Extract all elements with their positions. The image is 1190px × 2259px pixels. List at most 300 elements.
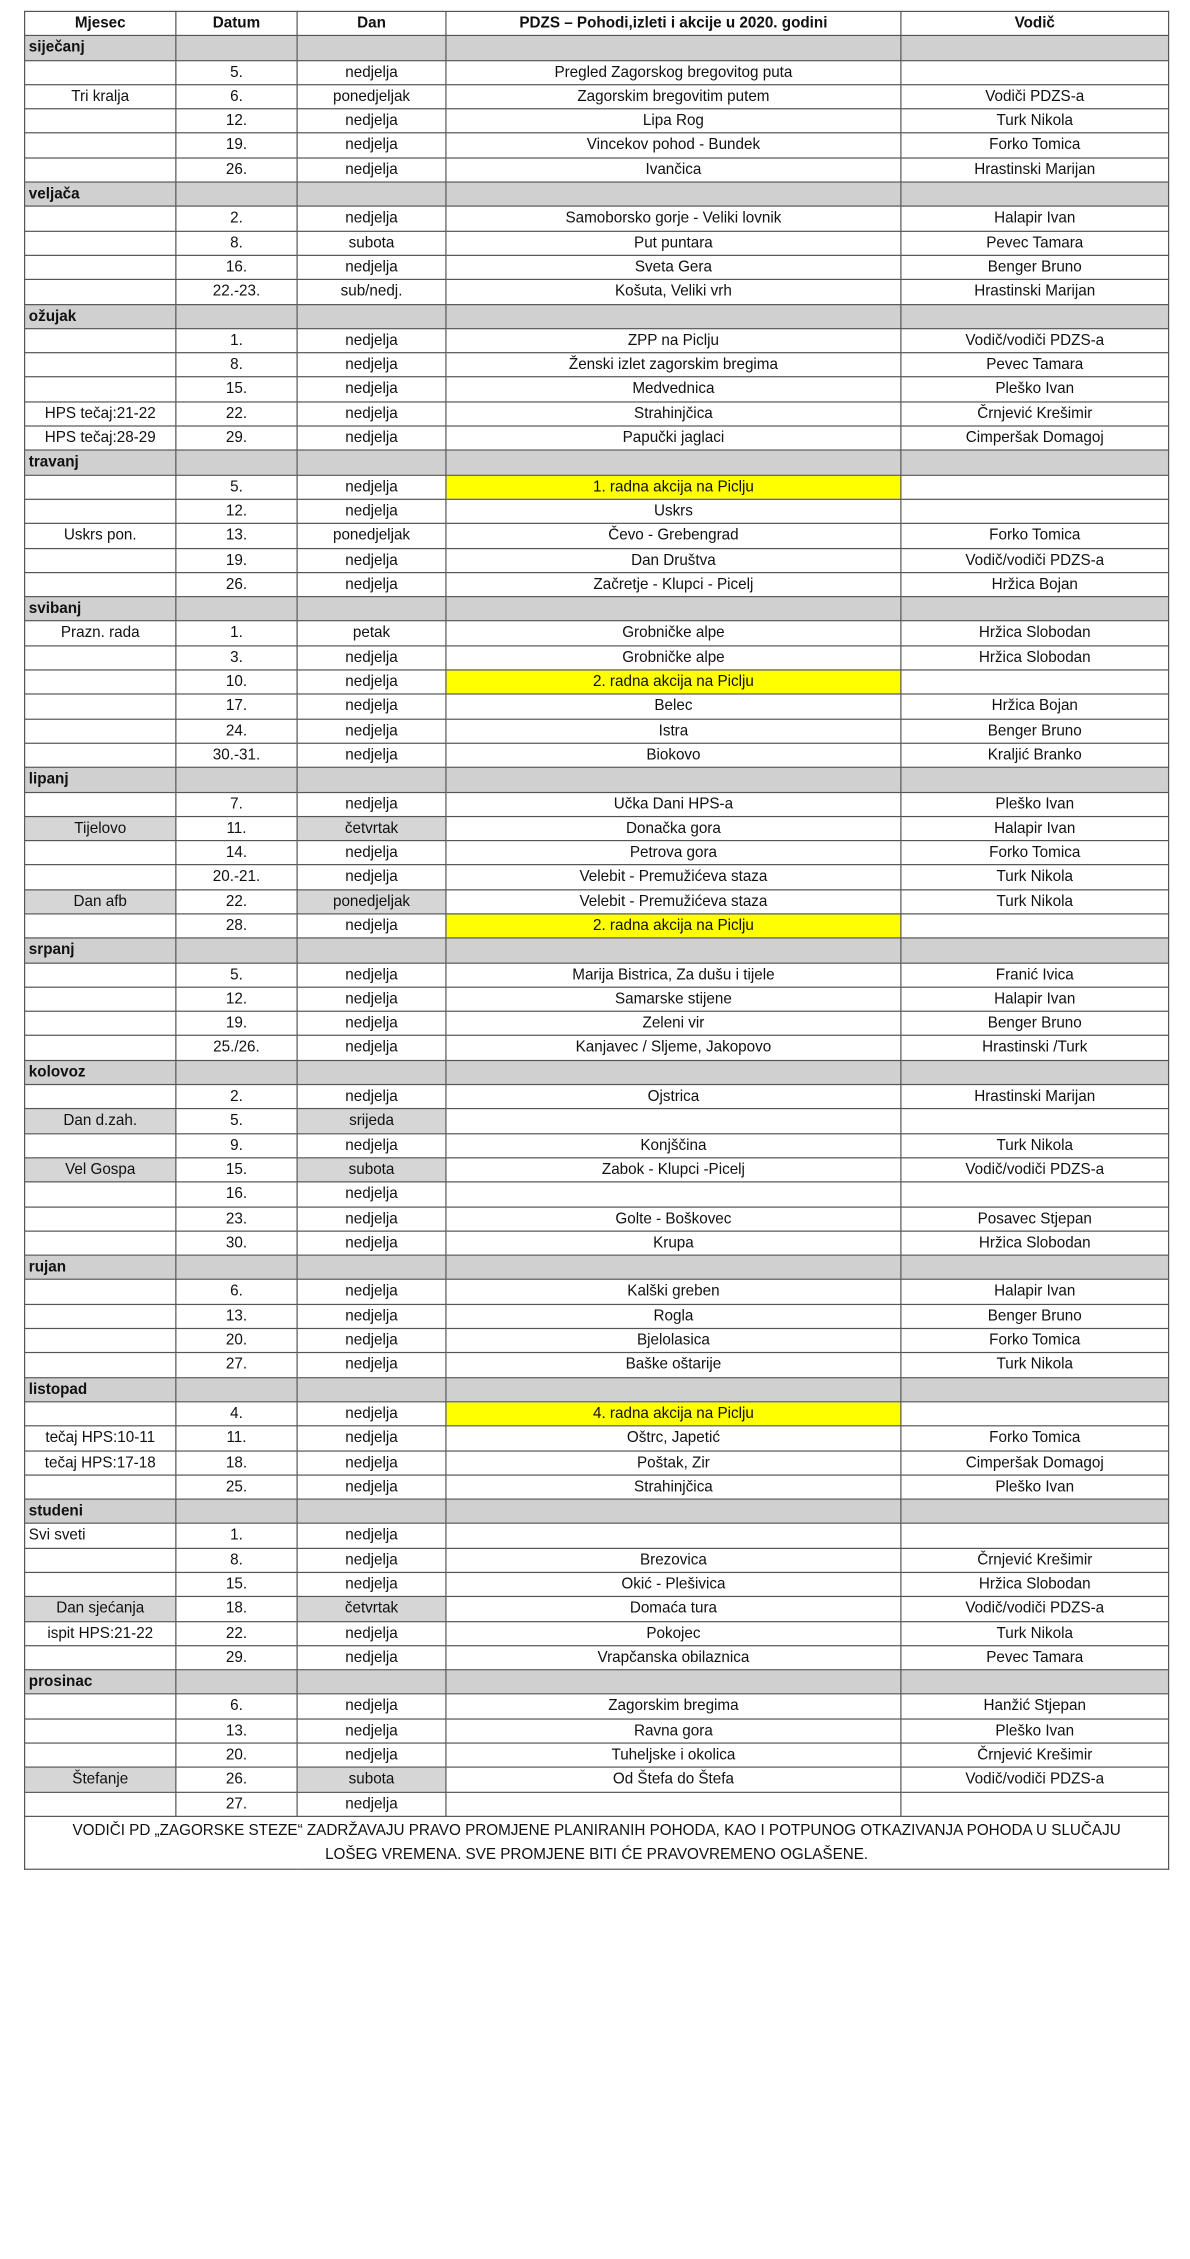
cell-datum: 6. xyxy=(176,1694,297,1718)
cell-mjesec: ispit HPS:21-22 xyxy=(25,1621,176,1645)
cell-vodic xyxy=(901,1109,1169,1133)
cell-akcija xyxy=(446,1109,901,1133)
cell-vodic: Hržica Slobodan xyxy=(901,1231,1169,1255)
cell-akcija: Ivančica xyxy=(446,158,901,182)
cell-vodic: Vodiči PDZS-a xyxy=(901,85,1169,109)
cell-mjesec: Uskrs pon. xyxy=(25,524,176,548)
cell-mjesec: tečaj HPS:17-18 xyxy=(25,1450,176,1474)
cell-akcija: ZPP na Piclju xyxy=(446,328,901,352)
month-header-cell xyxy=(297,182,446,206)
cell-dan: nedjelja xyxy=(297,109,446,133)
month-header-cell xyxy=(446,1377,901,1401)
cell-datum: 2. xyxy=(176,1085,297,1109)
cell-mjesec xyxy=(25,1231,176,1255)
cell-mjesec xyxy=(25,792,176,816)
month-name: kolovoz xyxy=(25,1060,176,1084)
cell-datum: 15. xyxy=(176,1158,297,1182)
cell-akcija: Košuta, Veliki vrh xyxy=(446,280,901,304)
cell-mjesec xyxy=(25,475,176,499)
cell-dan: nedjelja xyxy=(297,207,446,231)
cell-vodic: Vodič/vodiči PDZS-a xyxy=(901,548,1169,572)
cell-datum: 20.-21. xyxy=(176,865,297,889)
cell-mjesec xyxy=(25,328,176,352)
month-name: prosinac xyxy=(25,1670,176,1694)
cell-dan: nedjelja xyxy=(297,548,446,572)
cell-vodic: Pevec Tamara xyxy=(901,353,1169,377)
cell-dan: nedjelja xyxy=(297,377,446,401)
cell-datum: 8. xyxy=(176,231,297,255)
table-row xyxy=(25,1304,1169,1328)
table-row xyxy=(25,1743,1169,1767)
cell-dan: nedjelja xyxy=(297,158,446,182)
cell-akcija: Marija Bistrica, Za dušu i tijele xyxy=(446,963,901,987)
cell-mjesec: Dan afb xyxy=(25,889,176,913)
cell-datum: 3. xyxy=(176,646,297,670)
cell-mjesec: Prazn. rada xyxy=(25,621,176,645)
cell-dan: nedjelja xyxy=(297,792,446,816)
cell-vodic: Cimperšak Domagoj xyxy=(901,1450,1169,1474)
cell-mjesec xyxy=(25,231,176,255)
cell-datum: 22. xyxy=(176,1621,297,1645)
month-header-row xyxy=(25,768,1169,792)
cell-vodic: Turk Nikola xyxy=(901,1621,1169,1645)
cell-vodic: Pevec Tamara xyxy=(901,231,1169,255)
cell-vodic: Hrastinski Marijan xyxy=(901,158,1169,182)
table-row xyxy=(25,792,1169,816)
cell-dan: nedjelja xyxy=(297,914,446,938)
month-header-cell xyxy=(176,938,297,962)
table-row xyxy=(25,109,1169,133)
cell-mjesec xyxy=(25,1792,176,1816)
cell-dan: ponedjeljak xyxy=(297,85,446,109)
cell-dan: ponedjeljak xyxy=(297,889,446,913)
cell-akcija: Biokovo xyxy=(446,743,901,767)
cell-akcija: Kanjavec / Sljeme, Jakopovo xyxy=(446,1036,901,1060)
cell-akcija: 4. radna akcija na Piclju xyxy=(446,1402,901,1426)
cell-dan: četvrtak xyxy=(297,1597,446,1621)
month-header-cell xyxy=(901,768,1169,792)
cell-dan: petak xyxy=(297,621,446,645)
cell-datum: 4. xyxy=(176,1402,297,1426)
month-header-row xyxy=(25,36,1169,60)
cell-mjesec xyxy=(25,133,176,157)
cell-akcija: Vrapčanska obilaznica xyxy=(446,1646,901,1670)
cell-mjesec xyxy=(25,280,176,304)
cell-datum: 18. xyxy=(176,1450,297,1474)
cell-dan: nedjelja xyxy=(297,719,446,743)
cell-dan: nedjelja xyxy=(297,1402,446,1426)
cell-datum: 19. xyxy=(176,548,297,572)
cell-dan: nedjelja xyxy=(297,646,446,670)
cell-vodic: Vodič/vodiči PDZS-a xyxy=(901,328,1169,352)
month-header-cell xyxy=(297,450,446,474)
cell-vodic: Benger Bruno xyxy=(901,1011,1169,1035)
cell-dan: nedjelja xyxy=(297,1743,446,1767)
table-row xyxy=(25,548,1169,572)
table-row xyxy=(25,743,1169,767)
table-row xyxy=(25,1402,1169,1426)
cell-vodic: Franić Ivica xyxy=(901,963,1169,987)
cell-akcija: Belec xyxy=(446,694,901,718)
month-name: travanj xyxy=(25,450,176,474)
month-header-row xyxy=(25,450,1169,474)
cell-mjesec: HPS tečaj:21-22 xyxy=(25,402,176,426)
cell-vodic: Forko Tomica xyxy=(901,524,1169,548)
cell-akcija: Ženski izlet zagorskim bregima xyxy=(446,353,901,377)
cell-akcija: Golte - Boškovec xyxy=(446,1207,901,1231)
table-row xyxy=(25,1353,1169,1377)
cell-mjesec xyxy=(25,1329,176,1353)
cell-datum: 18. xyxy=(176,1597,297,1621)
cell-akcija: 1. radna akcija na Piclju xyxy=(446,475,901,499)
cell-dan: nedjelja xyxy=(297,328,446,352)
cell-dan: nedjelja xyxy=(297,694,446,718)
cell-dan: nedjelja xyxy=(297,1304,446,1328)
table-row xyxy=(25,353,1169,377)
cell-dan: nedjelja xyxy=(297,402,446,426)
table-row xyxy=(25,1792,1169,1816)
cell-vodic: Kraljić Branko xyxy=(901,743,1169,767)
cell-datum: 5. xyxy=(176,1109,297,1133)
cell-datum: 22.-23. xyxy=(176,280,297,304)
cell-akcija: Oštrc, Japetić xyxy=(446,1426,901,1450)
table-row xyxy=(25,1109,1169,1133)
cell-akcija: Medvednica xyxy=(446,377,901,401)
cell-vodic: Benger Bruno xyxy=(901,719,1169,743)
cell-akcija: Samoborsko gorje - Veliki lovnik xyxy=(446,207,901,231)
cell-vodic: Forko Tomica xyxy=(901,1426,1169,1450)
cell-vodic xyxy=(901,475,1169,499)
table-row xyxy=(25,841,1169,865)
cell-datum: 1. xyxy=(176,621,297,645)
month-header-cell xyxy=(297,304,446,328)
month-name: listopad xyxy=(25,1377,176,1401)
table-title: PDZS – Pohodi,izleti i akcije u 2020. godini xyxy=(446,11,901,35)
cell-akcija: Domaća tura xyxy=(446,1597,901,1621)
cell-vodic: Črnjević Krešimir xyxy=(901,402,1169,426)
cell-mjesec xyxy=(25,1280,176,1304)
cell-mjesec: Vel Gospa xyxy=(25,1158,176,1182)
month-header-row xyxy=(25,1255,1169,1279)
month-header-cell xyxy=(901,182,1169,206)
cell-datum: 13. xyxy=(176,1719,297,1743)
cell-vodic xyxy=(901,1402,1169,1426)
cell-mjesec xyxy=(25,1694,176,1718)
month-header-cell xyxy=(446,450,901,474)
cell-dan: nedjelja xyxy=(297,1133,446,1157)
cell-dan: nedjelja xyxy=(297,1792,446,1816)
cell-mjesec xyxy=(25,719,176,743)
cell-datum: 5. xyxy=(176,60,297,84)
cell-dan: nedjelja xyxy=(297,1572,446,1596)
cell-mjesec xyxy=(25,1036,176,1060)
table-row xyxy=(25,1231,1169,1255)
table-row xyxy=(25,207,1169,231)
cell-dan: četvrtak xyxy=(297,816,446,840)
month-header-cell xyxy=(176,1499,297,1523)
table-row xyxy=(25,694,1169,718)
cell-akcija: Kalški greben xyxy=(446,1280,901,1304)
cell-mjesec: Tijelovo xyxy=(25,816,176,840)
cell-mjesec xyxy=(25,1011,176,1035)
cell-akcija: Zagorskim bregovitim putem xyxy=(446,85,901,109)
cell-mjesec xyxy=(25,1353,176,1377)
cell-dan: subota xyxy=(297,1768,446,1792)
cell-akcija: Čevo - Grebengrad xyxy=(446,524,901,548)
cell-mjesec xyxy=(25,109,176,133)
cell-akcija: Zeleni vir xyxy=(446,1011,901,1035)
cell-datum: 19. xyxy=(176,1011,297,1035)
cell-dan: nedjelja xyxy=(297,426,446,450)
cell-mjesec xyxy=(25,865,176,889)
cell-dan: nedjelja xyxy=(297,1524,446,1548)
table-row xyxy=(25,1207,1169,1231)
cell-dan: subota xyxy=(297,231,446,255)
cell-dan: nedjelja xyxy=(297,499,446,523)
cell-mjesec: Svi sveti xyxy=(25,1524,176,1548)
month-header-cell xyxy=(446,1060,901,1084)
cell-dan: nedjelja xyxy=(297,1548,446,1572)
cell-akcija: Uskrs xyxy=(446,499,901,523)
month-header-row xyxy=(25,1377,1169,1401)
schedule-table xyxy=(24,11,1169,1870)
cell-dan: nedjelja xyxy=(297,1182,446,1206)
cell-akcija xyxy=(446,1792,901,1816)
table-row xyxy=(25,328,1169,352)
cell-mjesec: Tri kralja xyxy=(25,85,176,109)
cell-akcija: Baške oštarije xyxy=(446,1353,901,1377)
cell-akcija: Grobničke alpe xyxy=(446,621,901,645)
month-header-cell xyxy=(297,768,446,792)
cell-dan: nedjelja xyxy=(297,1719,446,1743)
cell-dan: nedjelja xyxy=(297,255,446,279)
month-header-cell xyxy=(297,1255,446,1279)
cell-mjesec xyxy=(25,377,176,401)
cell-dan: nedjelja xyxy=(297,1353,446,1377)
cell-dan: nedjelja xyxy=(297,60,446,84)
cell-datum: 25. xyxy=(176,1475,297,1499)
cell-mjesec xyxy=(25,1304,176,1328)
month-header-row xyxy=(25,182,1169,206)
cell-vodic: Hržica Slobodan xyxy=(901,1572,1169,1596)
cell-datum: 12. xyxy=(176,499,297,523)
footer-note: VODIČI PD „ZAGORSKE STEZE“ ZADRŽAVAJU PRAVO PROMJENE PLANIRANIH POHODA, KAO I POTPUNOG OTKAZIVANJA POHODA U SLUČAJU LOŠEG VREMENA. SVE PROMJENE BITI ĆE PRAVOVREMENO OGLAŠENE. xyxy=(25,1816,1169,1869)
month-name: svibanj xyxy=(25,597,176,621)
cell-datum: 26. xyxy=(176,572,297,596)
month-name: studeni xyxy=(25,1499,176,1523)
table-row xyxy=(25,1548,1169,1572)
cell-vodic: Forko Tomica xyxy=(901,1329,1169,1353)
cell-akcija: Brezovica xyxy=(446,1548,901,1572)
cell-vodic: Turk Nikola xyxy=(901,109,1169,133)
cell-akcija: Sveta Gera xyxy=(446,255,901,279)
cell-vodic: Benger Bruno xyxy=(901,255,1169,279)
cell-akcija: Donačka gora xyxy=(446,816,901,840)
cell-vodic: Halapir Ivan xyxy=(901,987,1169,1011)
table-row xyxy=(25,889,1169,913)
month-header-row xyxy=(25,597,1169,621)
month-header-cell xyxy=(446,1255,901,1279)
cell-mjesec xyxy=(25,255,176,279)
cell-akcija: Samarske stijene xyxy=(446,987,901,1011)
cell-akcija: Velebit - Premužićeva staza xyxy=(446,889,901,913)
cell-vodic: Halapir Ivan xyxy=(901,816,1169,840)
cell-akcija: Strahinjčica xyxy=(446,402,901,426)
cell-vodic: Vodič/vodiči PDZS-a xyxy=(901,1597,1169,1621)
month-header-cell xyxy=(176,1060,297,1084)
cell-akcija: Grobničke alpe xyxy=(446,646,901,670)
cell-vodic: Turk Nikola xyxy=(901,1133,1169,1157)
cell-dan: nedjelja xyxy=(297,1207,446,1231)
month-header-cell xyxy=(446,597,901,621)
cell-dan: nedjelja xyxy=(297,1329,446,1353)
cell-mjesec xyxy=(25,572,176,596)
cell-mjesec xyxy=(25,1475,176,1499)
month-header-cell xyxy=(297,1670,446,1694)
cell-akcija: Učka Dani HPS-a xyxy=(446,792,901,816)
cell-vodic: Pleško Ivan xyxy=(901,1719,1169,1743)
cell-vodic: Hanžić Stjepan xyxy=(901,1694,1169,1718)
cell-dan: nedjelja xyxy=(297,1694,446,1718)
month-header-cell xyxy=(901,1377,1169,1401)
month-header-row xyxy=(25,1499,1169,1523)
cell-akcija: Krupa xyxy=(446,1231,901,1255)
cell-datum: 23. xyxy=(176,1207,297,1231)
cell-akcija: Od Štefa do Štefa xyxy=(446,1768,901,1792)
table-row xyxy=(25,377,1169,401)
table-row xyxy=(25,865,1169,889)
cell-vodic: Forko Tomica xyxy=(901,133,1169,157)
cell-akcija: Strahinjčica xyxy=(446,1475,901,1499)
cell-mjesec xyxy=(25,1548,176,1572)
cell-vodic: Hrastinski /Turk xyxy=(901,1036,1169,1060)
cell-vodic: Črnjević Krešimir xyxy=(901,1548,1169,1572)
cell-mjesec xyxy=(25,1646,176,1670)
cell-datum: 5. xyxy=(176,963,297,987)
month-name: veljača xyxy=(25,182,176,206)
table-row xyxy=(25,670,1169,694)
cell-vodic: Hržica Bojan xyxy=(901,572,1169,596)
cell-akcija: Ravna gora xyxy=(446,1719,901,1743)
cell-dan: nedjelja xyxy=(297,1621,446,1645)
table-row xyxy=(25,280,1169,304)
cell-dan: nedjelja xyxy=(297,572,446,596)
month-name: ožujak xyxy=(25,304,176,328)
cell-mjesec xyxy=(25,670,176,694)
cell-vodic: Cimperšak Domagoj xyxy=(901,426,1169,450)
cell-dan: srijeda xyxy=(297,1109,446,1133)
table-row xyxy=(25,1719,1169,1743)
cell-dan: nedjelja xyxy=(297,1426,446,1450)
table-row xyxy=(25,1182,1169,1206)
table-row xyxy=(25,1450,1169,1474)
cell-mjesec xyxy=(25,1133,176,1157)
cell-akcija: Zagorskim bregima xyxy=(446,1694,901,1718)
cell-akcija: Rogla xyxy=(446,1304,901,1328)
cell-mjesec xyxy=(25,841,176,865)
cell-datum: 22. xyxy=(176,889,297,913)
cell-vodic: Posavec Stjepan xyxy=(901,1207,1169,1231)
cell-datum: 17. xyxy=(176,694,297,718)
cell-datum: 8. xyxy=(176,1548,297,1572)
cell-datum: 27. xyxy=(176,1353,297,1377)
cell-mjesec xyxy=(25,963,176,987)
month-header-cell xyxy=(176,36,297,60)
cell-dan: nedjelja xyxy=(297,1011,446,1035)
table-row xyxy=(25,1158,1169,1182)
cell-akcija: Istra xyxy=(446,719,901,743)
month-header-cell xyxy=(446,182,901,206)
cell-vodic xyxy=(901,499,1169,523)
cell-mjesec xyxy=(25,987,176,1011)
cell-vodic: Benger Bruno xyxy=(901,1304,1169,1328)
cell-datum: 20. xyxy=(176,1329,297,1353)
month-header-cell xyxy=(446,768,901,792)
cell-vodic: Pevec Tamara xyxy=(901,1646,1169,1670)
table-row xyxy=(25,231,1169,255)
table-row xyxy=(25,133,1169,157)
cell-akcija: Velebit - Premužićeva staza xyxy=(446,865,901,889)
month-header-cell xyxy=(176,1255,297,1279)
cell-mjesec xyxy=(25,1743,176,1767)
cell-mjesec xyxy=(25,694,176,718)
cell-vodic: Pleško Ivan xyxy=(901,1475,1169,1499)
month-header-cell xyxy=(176,1377,297,1401)
table-row xyxy=(25,1133,1169,1157)
cell-vodic: Turk Nikola xyxy=(901,889,1169,913)
month-header-cell xyxy=(901,1670,1169,1694)
cell-vodic: Turk Nikola xyxy=(901,1353,1169,1377)
month-header-cell xyxy=(901,304,1169,328)
col-header-dan: Dan xyxy=(297,11,446,35)
month-header-cell xyxy=(446,304,901,328)
cell-datum: 7. xyxy=(176,792,297,816)
cell-akcija: Konjščina xyxy=(446,1133,901,1157)
month-header-cell xyxy=(176,450,297,474)
cell-akcija: Okić - Plešivica xyxy=(446,1572,901,1596)
table-row xyxy=(25,255,1169,279)
cell-dan: nedjelja xyxy=(297,841,446,865)
month-header-cell xyxy=(446,938,901,962)
table-row xyxy=(25,158,1169,182)
cell-vodic: Hržica Slobodan xyxy=(901,621,1169,645)
table-row xyxy=(25,1646,1169,1670)
month-header-cell xyxy=(901,36,1169,60)
month-header-cell xyxy=(297,1377,446,1401)
cell-vodic: Halapir Ivan xyxy=(901,1280,1169,1304)
cell-akcija: Bjelolasica xyxy=(446,1329,901,1353)
cell-mjesec: HPS tečaj:28-29 xyxy=(25,426,176,450)
month-header-cell xyxy=(446,1670,901,1694)
cell-dan: sub/nedj. xyxy=(297,280,446,304)
cell-mjesec xyxy=(25,1085,176,1109)
cell-dan: nedjelja xyxy=(297,743,446,767)
cell-mjesec xyxy=(25,646,176,670)
cell-datum: 25./26. xyxy=(176,1036,297,1060)
cell-datum: 19. xyxy=(176,133,297,157)
cell-mjesec xyxy=(25,499,176,523)
table-row xyxy=(25,987,1169,1011)
cell-mjesec xyxy=(25,1402,176,1426)
table-row xyxy=(25,499,1169,523)
cell-akcija: Poštak, Zir xyxy=(446,1450,901,1474)
cell-mjesec xyxy=(25,207,176,231)
cell-vodic: Črnjević Krešimir xyxy=(901,1743,1169,1767)
table-row xyxy=(25,1621,1169,1645)
cell-datum: 30. xyxy=(176,1231,297,1255)
cell-dan: nedjelja xyxy=(297,1450,446,1474)
cell-datum: 14. xyxy=(176,841,297,865)
